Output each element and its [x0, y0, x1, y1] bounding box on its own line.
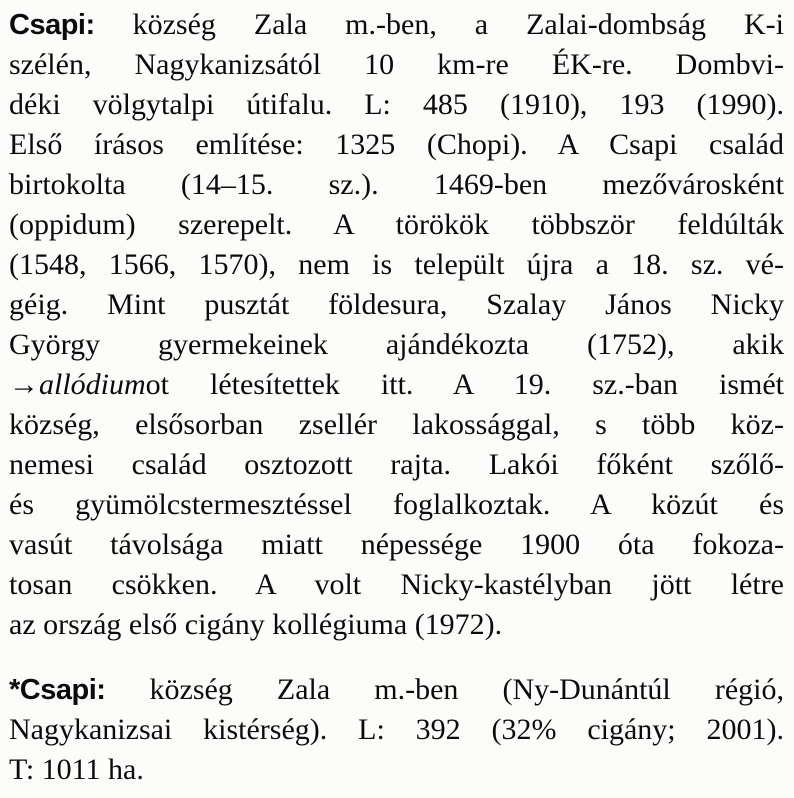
- text-line: [9, 5, 784, 45]
- text-line: [9, 670, 784, 710]
- text-line: [9, 565, 784, 605]
- text-segment: birtokolta (14–15. sz.). 1469-ben mezővárosként: [9, 168, 784, 201]
- text-line: [9, 125, 784, 165]
- entry-headword: Csapi:: [9, 9, 95, 41]
- text-segment: község Zala m.-ben (Ny-Dunántúl régió,: [105, 673, 784, 706]
- text-line: [9, 750, 784, 790]
- entry-headword: *Csapi:: [9, 674, 106, 706]
- text-segment: nemesi család osztozott rajta. Lakói főként szőlő-: [9, 448, 784, 481]
- text-segment: (1548, 1566, 1570), nem is települt újra a 18. sz. vé-: [9, 248, 784, 281]
- text-line: [9, 45, 784, 85]
- text-segment: szélén, Nagykanizsától 10 km-re ÉK-re. Dombvi-: [9, 48, 784, 81]
- text-line: [9, 245, 784, 285]
- text-segment: Nagykanizsai kistérség). L: 392 (32% cigány; 2001).: [9, 713, 784, 746]
- text-line: [9, 205, 784, 245]
- text-segment: az ország első cigány kollégiuma (1972).: [9, 608, 503, 641]
- text-line: [9, 85, 784, 125]
- text-line: [9, 710, 784, 750]
- text-line: [9, 485, 784, 525]
- text-segment: község Zala m.-ben, a Zalai-dombság K-i: [94, 8, 784, 41]
- text-line: [9, 405, 784, 445]
- text-line: [9, 165, 784, 205]
- text-line: [9, 525, 784, 565]
- text-line: [9, 325, 784, 365]
- text-line: [9, 445, 784, 485]
- text-line: [9, 365, 784, 405]
- cross-reference-term: allódium: [39, 368, 146, 401]
- text-segment: Első írásos említése: 1325 (Chopi). A Csapi család: [9, 128, 784, 161]
- text-segment: déki völgytalpi útifalu. L: 485 (1910), 193 (1990).: [9, 88, 784, 121]
- entries: [9, 5, 784, 790]
- entry-csapi-historical: [9, 5, 784, 645]
- text-segment: tosan csökken. A volt Nicky-kastélyban jött létre: [9, 568, 784, 601]
- text-segment: géig. Mint pusztát földesura, Szalay János Nicky: [9, 288, 784, 321]
- text-line: [9, 605, 784, 645]
- entry-csapi-modern: [9, 670, 784, 790]
- cross-reference-arrow-icon: →: [9, 368, 39, 401]
- text-segment: ot létesítettek itt. A 19. sz.-ban ismét: [145, 368, 784, 401]
- text-segment: és gyümölcstermesztéssel foglalkoztak. A közút és: [9, 488, 784, 521]
- text-line: [9, 285, 784, 325]
- text-segment: vasút távolsága miatt népessége 1900 óta fokoza-: [9, 528, 784, 561]
- text-segment: György gyermekeinek ajándékozta (1752), akik: [9, 328, 784, 361]
- text-segment: község, elsősorban zsellér lakossággal, s több köz-: [9, 408, 784, 441]
- text-segment: (oppidum) szerepelt. A törökök többször feldúlták: [9, 208, 784, 241]
- text-segment: T: 1011 ha.: [9, 753, 144, 786]
